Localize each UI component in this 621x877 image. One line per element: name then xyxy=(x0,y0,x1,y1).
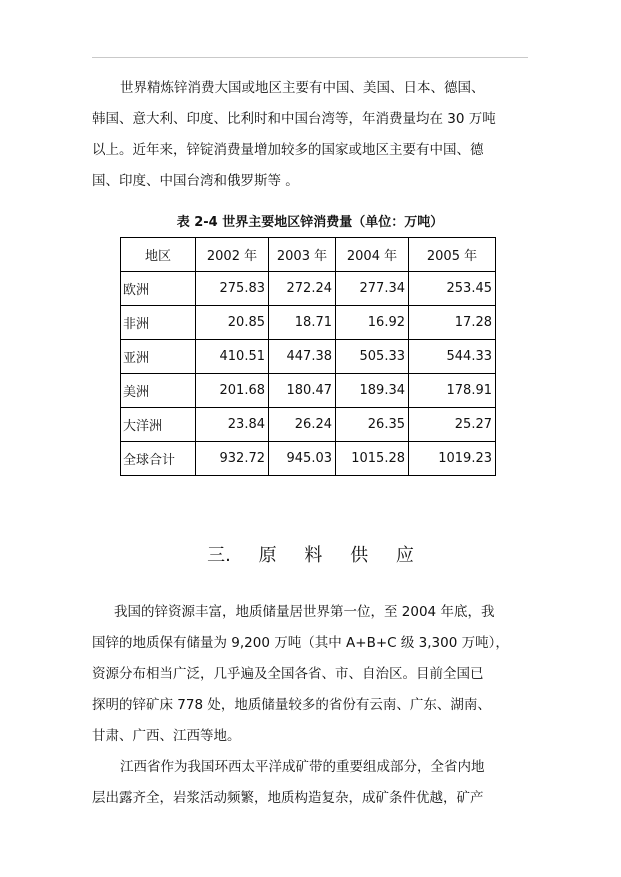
value-cell: 1015.28 xyxy=(336,442,409,476)
value-cell: 272.24 xyxy=(269,272,336,306)
value-cell: 277.34 xyxy=(336,272,409,306)
value-cell: 16.92 xyxy=(336,306,409,340)
value-cell: 505.33 xyxy=(336,340,409,374)
col-header-2002: 2002 年 xyxy=(196,238,269,272)
table-row-total xyxy=(121,442,496,476)
supply-line: 甘肃、广西、江西等地。 xyxy=(92,728,241,744)
supply-line: 探明的锌矿床 778 处，地质储量较多的省份有云南、广东、湖南、 xyxy=(92,697,491,713)
value-cell: 26.24 xyxy=(269,408,336,442)
section-title-char: 料 xyxy=(304,545,323,566)
intro-line: 以上。近年来，锌锭消费量增加较多的国家或地区主要有中国、德 xyxy=(92,142,484,158)
region-cell: 大洋洲 xyxy=(121,408,196,442)
table-header-row xyxy=(121,238,496,272)
col-header-2003: 2003 年 xyxy=(269,238,336,272)
section-number: 三. xyxy=(207,545,231,566)
value-cell: 1019.23 xyxy=(409,442,496,476)
value-cell: 447.38 xyxy=(269,340,336,374)
value-cell: 18.71 xyxy=(269,306,336,340)
intro-line: 世界精炼锌消费大国或地区主要有中国、美国、日本、德国、 xyxy=(120,80,485,96)
supply-line: 资源分布相当广泛，几乎遍及全国各省、市、自治区。目前全国已 xyxy=(92,666,484,682)
supply-line: 我国的锌资源丰富，地质储量居世界第一位，至 2004 年底，我 xyxy=(114,604,495,620)
value-cell: 201.68 xyxy=(196,374,269,408)
value-cell: 20.85 xyxy=(196,306,269,340)
value-cell: 275.83 xyxy=(196,272,269,306)
value-cell: 23.84 xyxy=(196,408,269,442)
table-row xyxy=(121,306,496,340)
region-cell: 欧洲 xyxy=(121,272,196,306)
intro-paragraph xyxy=(92,73,532,197)
section-heading xyxy=(0,541,621,567)
intro-line: 韩国、意大利、印度、比利时和中国台湾等，年消费量均在 30 万吨 xyxy=(92,111,496,127)
table-row xyxy=(121,272,496,306)
col-header-region: 地区 xyxy=(121,238,196,272)
intro-line: 国、印度、中国台湾和俄罗斯等 。 xyxy=(92,173,299,189)
value-cell: 17.28 xyxy=(409,306,496,340)
table-caption: 表 2-4 世界主要地区锌消费量（单位：万吨） xyxy=(176,215,444,230)
value-cell: 410.51 xyxy=(196,340,269,374)
value-cell: 253.45 xyxy=(409,272,496,306)
value-cell: 178.91 xyxy=(409,374,496,408)
section-title-char: 原 xyxy=(258,545,277,566)
section-title-char: 应 xyxy=(395,545,414,566)
section-title-char: 供 xyxy=(350,545,369,566)
value-cell: 189.34 xyxy=(336,374,409,408)
region-cell: 非洲 xyxy=(121,306,196,340)
value-cell: 25.27 xyxy=(409,408,496,442)
value-cell: 932.72 xyxy=(196,442,269,476)
jiangxi-line: 层出露齐全，岩浆活动频繁，地质构造复杂，成矿条件优越，矿产 xyxy=(92,790,484,806)
jiangxi-line: 江西省作为我国环西太平洋成矿带的重要组成部分，全省内地 xyxy=(120,759,485,775)
region-cell: 全球合计 xyxy=(121,442,196,476)
supply-paragraph xyxy=(92,597,532,752)
zinc-consumption-table xyxy=(120,237,496,476)
value-cell: 945.03 xyxy=(269,442,336,476)
col-header-2005: 2005 年 xyxy=(409,238,496,272)
jiangxi-paragraph xyxy=(92,752,532,814)
value-cell: 544.33 xyxy=(409,340,496,374)
value-cell: 180.47 xyxy=(269,374,336,408)
table-row xyxy=(121,408,496,442)
region-cell: 亚洲 xyxy=(121,340,196,374)
table-row xyxy=(121,340,496,374)
table-row xyxy=(121,374,496,408)
value-cell: 26.35 xyxy=(336,408,409,442)
supply-line: 国锌的地质保有储量为 9,200 万吨（其中 A+B+C 级 3,300 万吨）， xyxy=(92,635,509,651)
col-header-2004: 2004 年 xyxy=(336,238,409,272)
header-rule xyxy=(92,57,528,58)
region-cell: 美洲 xyxy=(121,374,196,408)
